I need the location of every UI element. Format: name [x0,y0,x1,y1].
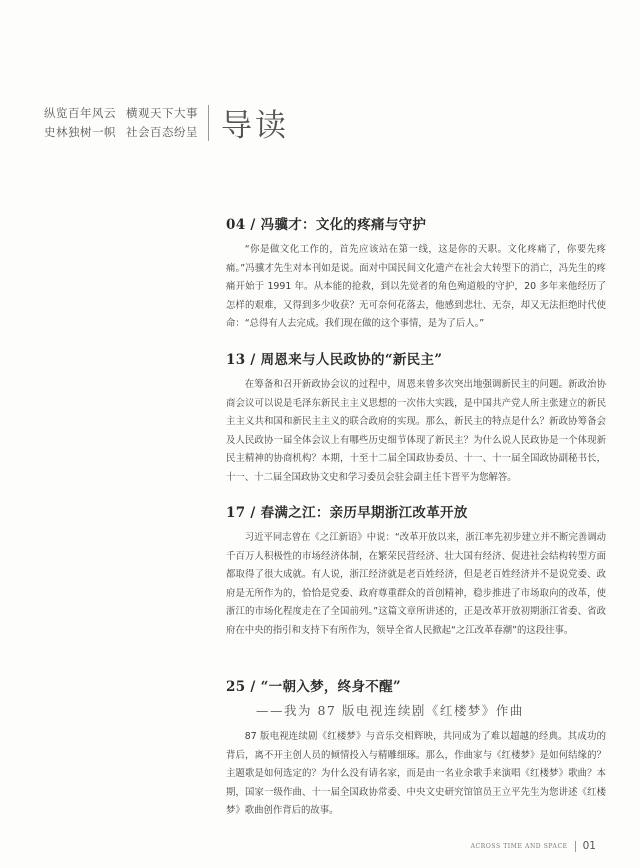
header-divider [208,105,209,141]
motto-text: 横观天下大事 [126,106,198,120]
page-footer [471,840,596,852]
article-title[interactable]: 04 / 冯骥才：文化的疼痛与守护 [226,217,427,233]
motto-row-1 [44,105,198,121]
article-subtitle: ——我为 87 版电视连续剧《红楼梦》作曲 [256,703,524,718]
article-entry [226,675,606,821]
article-summary: “你是做文化工作的，首先应该站在第一线，这是你的天职。文化疼痛了，你要先疼痛。”冯骥才先生对本刊如是说。面对中国民间文化遗产在社会大转型下的消亡，冯先生的疼痛开始于 1991 年。从本能的抢救，到以先觉者的角色殉道般的守护，20 多年来他经历了怎样的艰难，又得到多少收获？无可奈何花落去，他感到悲壮、无奈，却又无法拒绝时代使命：“总得有人去完成。我们现在做的这个事情，是为了后人。” [226,244,606,330]
article-summary: 87 版电视连续剧《红楼梦》与音乐交相辉映，共同成为了难以超越的经典。其成功的背后，离不开主创人员的倾情投入与精雕细琢。那么，作曲家与《红楼梦》是如何结缘的？主题歌是如何选定的？为什么没有请名家，而是由一名业余歌手来演唱《红楼梦》歌曲？本期，国家一级作曲、十一届全国政协常委、中央文史研究馆馆员王立平先生为您讲述《红楼梦》歌曲创作背后的故事。 [226,731,606,817]
motto-row-2 [44,124,198,140]
article-title[interactable]: 17 / 春满之江：亲历早期浙江改革开放 [226,505,468,521]
article-title[interactable]: 25 / “一朝入梦，终身不醒” [226,679,401,695]
article-entry [226,501,606,641]
page-title: 导读 [221,108,289,144]
masthead-mottos [44,105,198,140]
article-summary: 习近平同志曾在《之江新语》中说：“改革开放以来，浙江率先初步建立并不断完善调动千百万人积极性的市场经济体制，在繁荣民营经济、壮大国有经济、促进社会结构转型方面都取得了很大成就。有人说，浙江经济就是老百姓经济，但是老百姓经济并不是说党委、政府是无所作为的，恰恰是党委、政府尊重群众的首创精神，稳步推进了市场取向的改革，使浙江的市场化程度走在了全国前列。”这篇文章所讲述的，正是改革开放初期浙江省委、省政府在中央的指引和支持下有所作为，领导全省人民掀起“之江改革春潮”的这段往事。 [226,532,606,636]
article-summary: 在筹备和召开新政协会议的过程中，周恩来曾多次突出地强调新民主的问题。新政治协商会议可以说是毛泽东新民主主义思想的一次伟大实践，是中国共产党人所主张建立的新民主主义共和国和新民主主义的联合政府的实现。那么，新民主的特点是什么？新政协筹备会及人民政协一届全体会议上有哪些历史细节体现了新民主？为什么说人民政协是一个体现新民主精神的协商机构？本期，十至十二届全国政协委员、十一、十一届全国政协副秘书长，十一、十二届全国政协文史和学习委员会驻会副主任卞晋平为您解答。 [226,379,606,483]
masthead [44,100,289,145]
motto-text: 史林独树一帜 [44,125,116,139]
footer-caption: ACROSS TIME AND SPACE [470,842,568,850]
article-title[interactable]: 13 / 周恩来与人民政协的“新民主” [226,352,443,368]
motto-text: 社会百态纷呈 [126,125,198,139]
article-entry [226,348,606,488]
article-entry [226,213,606,334]
motto-text: 纵览百年风云 [44,106,116,120]
page-number: 01 [582,840,596,852]
footer-divider [575,841,576,852]
